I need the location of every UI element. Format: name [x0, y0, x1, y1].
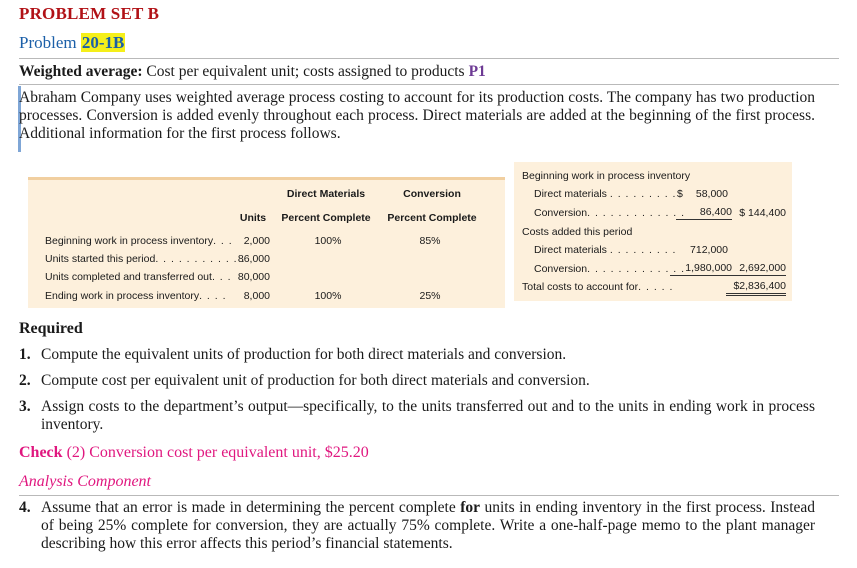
required-item [19, 372, 815, 390]
item-text: Compute cost per equivalent unit of production for both direct materials and conversion. [41, 372, 590, 389]
topic-rest: Cost per equivalent unit; costs assigned to products [146, 63, 465, 80]
check-bold: Check [19, 444, 63, 461]
objective-tag: P1 [468, 63, 486, 80]
costs-added-label: Costs added this period [522, 226, 633, 238]
analysis-item [19, 499, 815, 553]
conv-pct-col-header: Percent Complete [387, 212, 477, 224]
item-number: 3. [19, 398, 31, 415]
intro-paragraph: Abraham Company uses weighted average process costing to account for its production costs. The company has two production processes. Conversion is added evenly throughout each process. Direct materials are added at the beginning of the first process. Additional information for the first process follows. [19, 89, 815, 142]
total-costs-label: Total costs to account for. . . . . [522, 281, 674, 293]
required-item [19, 398, 815, 434]
problem-number: 20-1B [81, 33, 125, 52]
total-costs-value: $2,836,400 [726, 280, 786, 296]
units-row-units: 2,000 [243, 235, 270, 247]
problem-set-title: PROBLEM SET B [19, 4, 160, 23]
add-conv-value: 1,980,000 [670, 262, 732, 276]
problem-prefix: Problem [19, 33, 77, 52]
units-table [28, 177, 505, 308]
units-col-header: Units [239, 212, 267, 224]
topic-line [19, 63, 486, 81]
divider [19, 58, 839, 59]
required-heading: Required [19, 320, 83, 337]
units-row-units: 80,000 [237, 271, 270, 283]
topic-bold: Weighted average: [19, 63, 143, 80]
divider [19, 495, 839, 496]
units-row-units: 86,000 [237, 253, 270, 265]
units-row-dm: 100% [314, 290, 342, 302]
dm-group-header: Direct Materials [286, 188, 366, 200]
item-text: Compute the equivalent units of production for both direct materials and conversion. [41, 346, 567, 363]
beg-conv-label: Conversion. . . . . . . . . . . . . [534, 207, 686, 219]
add-dm-label: Direct materials . . . . . . . . . [534, 244, 677, 256]
units-table-top-rule [28, 177, 505, 180]
check-rest: (2) Conversion cost per equivalent unit, $25.20 [66, 444, 369, 461]
cost-table [514, 162, 792, 301]
units-row-label: Ending work in process inventory. . . . [45, 290, 227, 302]
divider [19, 84, 839, 85]
units-row-label: Units started this period. . . . . . . . . . . . [45, 253, 246, 265]
units-row-conv: 85% [419, 235, 441, 247]
item-number: 1. [19, 346, 31, 363]
dm-pct-col-header: Percent Complete [281, 212, 371, 224]
add-conv-label: Conversion. . . . . . . . . . . . . [534, 263, 686, 275]
item-number: 2. [19, 372, 31, 389]
required-item [19, 346, 815, 364]
beg-conv-value: 86,400 [676, 206, 732, 220]
units-row-label: Units completed and transferred out. . . [45, 271, 232, 283]
item-number: 4. [19, 499, 31, 516]
beg-dm-dollar: $ [677, 188, 683, 200]
units-row-conv: 25% [419, 290, 441, 302]
beg-dm-label: Direct materials . . . . . . . . . [534, 188, 677, 200]
add-dm-value: 712,000 [690, 244, 728, 256]
units-row-units: 8,000 [243, 290, 270, 302]
units-row-label: Beginning work in process inventory. . . [45, 235, 233, 247]
item-text: Assume that an error is made in determining the percent complete for units in ending inventory in the first process. Instead of being 25% complete for conversion, they are actually 75% complete. Write a one-half-page memo to the plant manager describing how this error affects this period’s financial statements. [41, 499, 816, 552]
item-text: Assign costs to the department’s output—specifically, to the units transferred out and to the units in ending work in process inventory. [41, 398, 815, 433]
problem-heading [19, 33, 125, 53]
beg-total: $ 144,400 [739, 207, 786, 219]
conv-group-header: Conversion [403, 188, 461, 200]
beg-wip-label: Beginning work in process inventory [522, 170, 691, 182]
units-row-dm: 100% [314, 235, 342, 247]
analysis-heading: Analysis Component [19, 473, 151, 490]
add-total: 2,692,000 [726, 262, 786, 276]
beg-dm-value: 58,000 [695, 188, 728, 200]
check-note [19, 444, 369, 462]
